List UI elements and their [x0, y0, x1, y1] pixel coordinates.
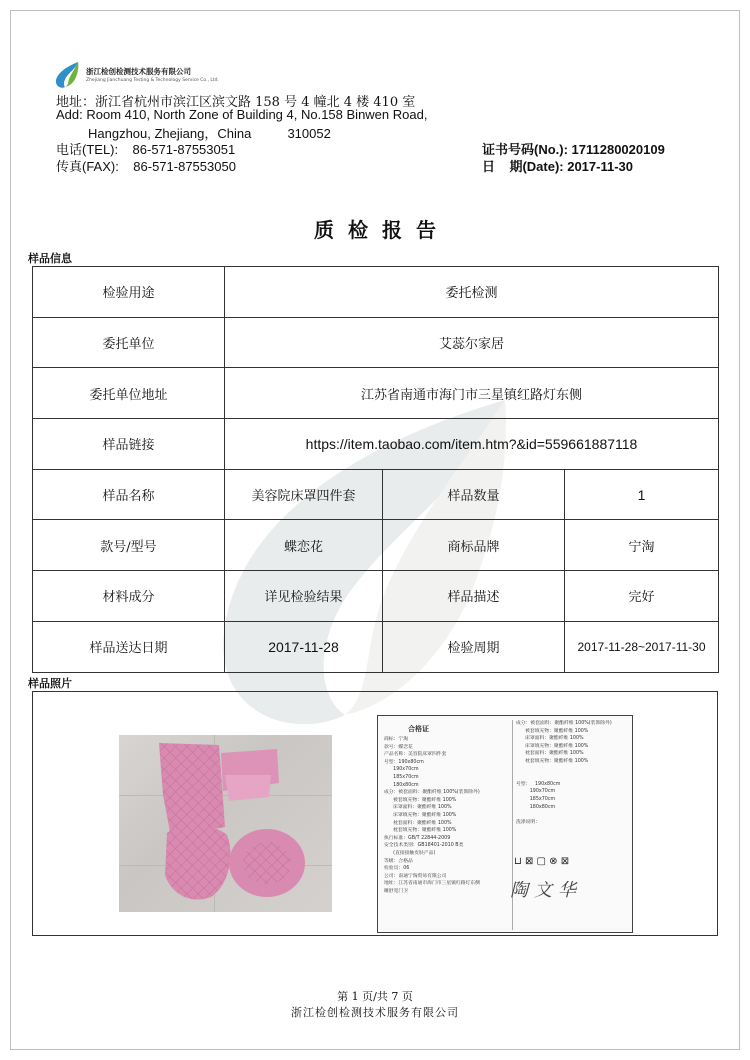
inspector-signature: 陶文华	[510, 880, 582, 901]
label-card-title: 合格证	[408, 725, 429, 733]
footer-company: 浙江检创检测技术服务有限公司	[291, 1006, 459, 1019]
label-card-line: 号型：190x80cm	[384, 759, 424, 765]
description-value: 完好	[565, 571, 719, 622]
label-card-line: 枕套面料：聚酯纤维 100%	[384, 820, 452, 826]
washing-care-symbols-icon: ⊔ ⊠ ▢ ⊗ ⊠	[514, 856, 570, 867]
client-label: 委托单位	[33, 317, 225, 368]
table-row	[33, 368, 719, 419]
arrival-date-value: 2017-11-28	[225, 621, 383, 672]
label-card-line: 床罩填充物：聚酯纤维 100%	[516, 743, 589, 749]
label-card-line: 枕套面料：聚酯纤维 100%	[516, 751, 584, 757]
report-date: 日 期(Date): 2017-11-30	[482, 159, 634, 174]
address-en-line2: Hangzhou, Zhejiang，China 310052	[88, 126, 331, 141]
sample-info-table	[32, 266, 719, 673]
label-card-left-column	[384, 736, 512, 895]
brand-value: 宁淘	[565, 520, 719, 571]
label-card-line: 成分：被套面料：聚酯纤维 100%(装饰除外)	[516, 721, 612, 726]
sample-name-label: 样品名称	[33, 469, 225, 520]
label-card-line: 180x80cm	[384, 782, 419, 788]
description-label: 样品描述	[383, 571, 565, 622]
sample-link-value[interactable]: https://item.taobao.com/item.htm?&id=559661887118	[225, 419, 719, 470]
label-card-line: 床罩填充物：聚酯纤维 100%	[384, 812, 457, 818]
label-card-line: 190x70cm	[384, 767, 419, 773]
label-card-line: 公司：南通宁淘贸易有限公司	[384, 873, 447, 879]
model-value: 蝶恋花	[225, 520, 383, 571]
client-address-value: 江苏省南通市海门市三星镇红路灯东侧	[225, 368, 719, 419]
label-card-line	[516, 811, 632, 819]
page-number: 第 1 页/共 7 页	[337, 990, 413, 1003]
inspection-period-label: 检验周期	[383, 621, 565, 672]
purpose-label: 检验用途	[33, 267, 225, 318]
label-card-line: 睡舒宽门卫	[384, 888, 408, 894]
label-card-line: 等级：合格品	[384, 858, 413, 864]
sample-name-value: 美容院床罩四件套	[225, 469, 383, 520]
label-card-line: 执行标准：GB/T 22844-2009	[384, 835, 451, 841]
label-card-line: 成分：被套面料：聚酯纤维 100%(装饰除外)	[384, 790, 480, 796]
fax: 传真(FAX): 86-571-87553050	[56, 159, 236, 174]
sample-product-photo	[119, 735, 332, 912]
logo-company-name: 浙江检创检测技术服务有限公司	[86, 67, 191, 76]
certificate-label-card	[377, 715, 633, 933]
label-card-line: 地址：江苏省南通市海门市三星镇红路灯东侧	[384, 881, 480, 887]
label-card-line: 号型： 190x80cm	[516, 781, 561, 787]
label-card-line: 185x70cm	[516, 796, 556, 802]
label-card-line: 床罩面料：聚酯纤维 100%	[384, 805, 452, 811]
model-label: 款号/型号	[33, 520, 225, 571]
label-card-line: 款号：蝶恋花	[384, 744, 413, 750]
material-value: 详见检验结果	[225, 571, 383, 622]
table-row	[33, 317, 719, 368]
label-card-line: 洗涤说明：	[516, 819, 540, 825]
label-card-line: 190x70cm	[516, 789, 556, 795]
label-card-line: 185x70cm	[384, 774, 419, 780]
label-card-line: 床罩面料：聚酯纤维 100%	[516, 736, 584, 742]
address-en-line1: Add: Room 410, North Zone of Building 4, No.158 Binwen Road,	[56, 107, 428, 122]
purpose-value: 委托检测	[225, 267, 719, 318]
section-label-sample-photo: 样品照片	[28, 677, 72, 690]
address-cn: 地址：浙江省杭州市滨江区滨文路 158 号 4 幢北 4 楼 410 室	[56, 95, 416, 110]
label-card-line: 被套填充物：聚酯纤维 100%	[384, 797, 457, 803]
sample-quantity-value: 1	[565, 469, 719, 520]
brand-label: 商标品牌	[383, 520, 565, 571]
sample-quantity-label: 样品数量	[383, 469, 565, 520]
certificate-number: 证书号码(No.): 1711280020109	[482, 142, 665, 157]
label-card-line	[516, 773, 632, 781]
label-card-line: 枕套填充物：聚酯纤维 100%	[516, 758, 589, 764]
tel: 电话(TEL): 86-571-87553051	[56, 142, 236, 157]
label-card-line: 产品名称：美容院床罩四件套	[384, 752, 447, 758]
label-card-line: 检验员：06	[384, 866, 410, 872]
label-card-line: 180x80cm	[516, 804, 556, 810]
table-row	[33, 419, 719, 470]
label-card-line: 商标：宁淘	[384, 737, 408, 742]
table-row	[33, 469, 719, 520]
section-label-sample-info: 样品信息	[28, 252, 72, 265]
label-card-line: (直接接触皮肤产品)	[384, 850, 436, 856]
table-row	[33, 571, 719, 622]
label-card-line: 安全技术类别：GB18401-2010 B类	[384, 843, 464, 849]
table-row	[33, 621, 719, 672]
label-card-line: 被套填充物：聚酯纤维 100%	[516, 728, 589, 734]
company-logo-icon	[52, 60, 82, 90]
table-row	[33, 267, 719, 318]
client-address-label: 委托单位地址	[33, 368, 225, 419]
material-label: 材料成分	[33, 571, 225, 622]
logo-company-name-en: Zhejiang Jianchuang Testing & Technology Service Co., Ltd.	[86, 78, 219, 83]
label-card-line: 枕套填充物：聚酯纤维 100%	[384, 828, 457, 834]
page-title: 质检报告	[314, 218, 450, 242]
arrival-date-label: 样品送达日期	[33, 621, 225, 672]
sample-link-label: 样品链接	[33, 419, 225, 470]
client-value: 艾蕊尔家居	[225, 317, 719, 368]
label-card-line	[516, 766, 632, 774]
inspection-period-value: 2017-11-28~2017-11-30	[565, 621, 719, 672]
table-row	[33, 520, 719, 571]
